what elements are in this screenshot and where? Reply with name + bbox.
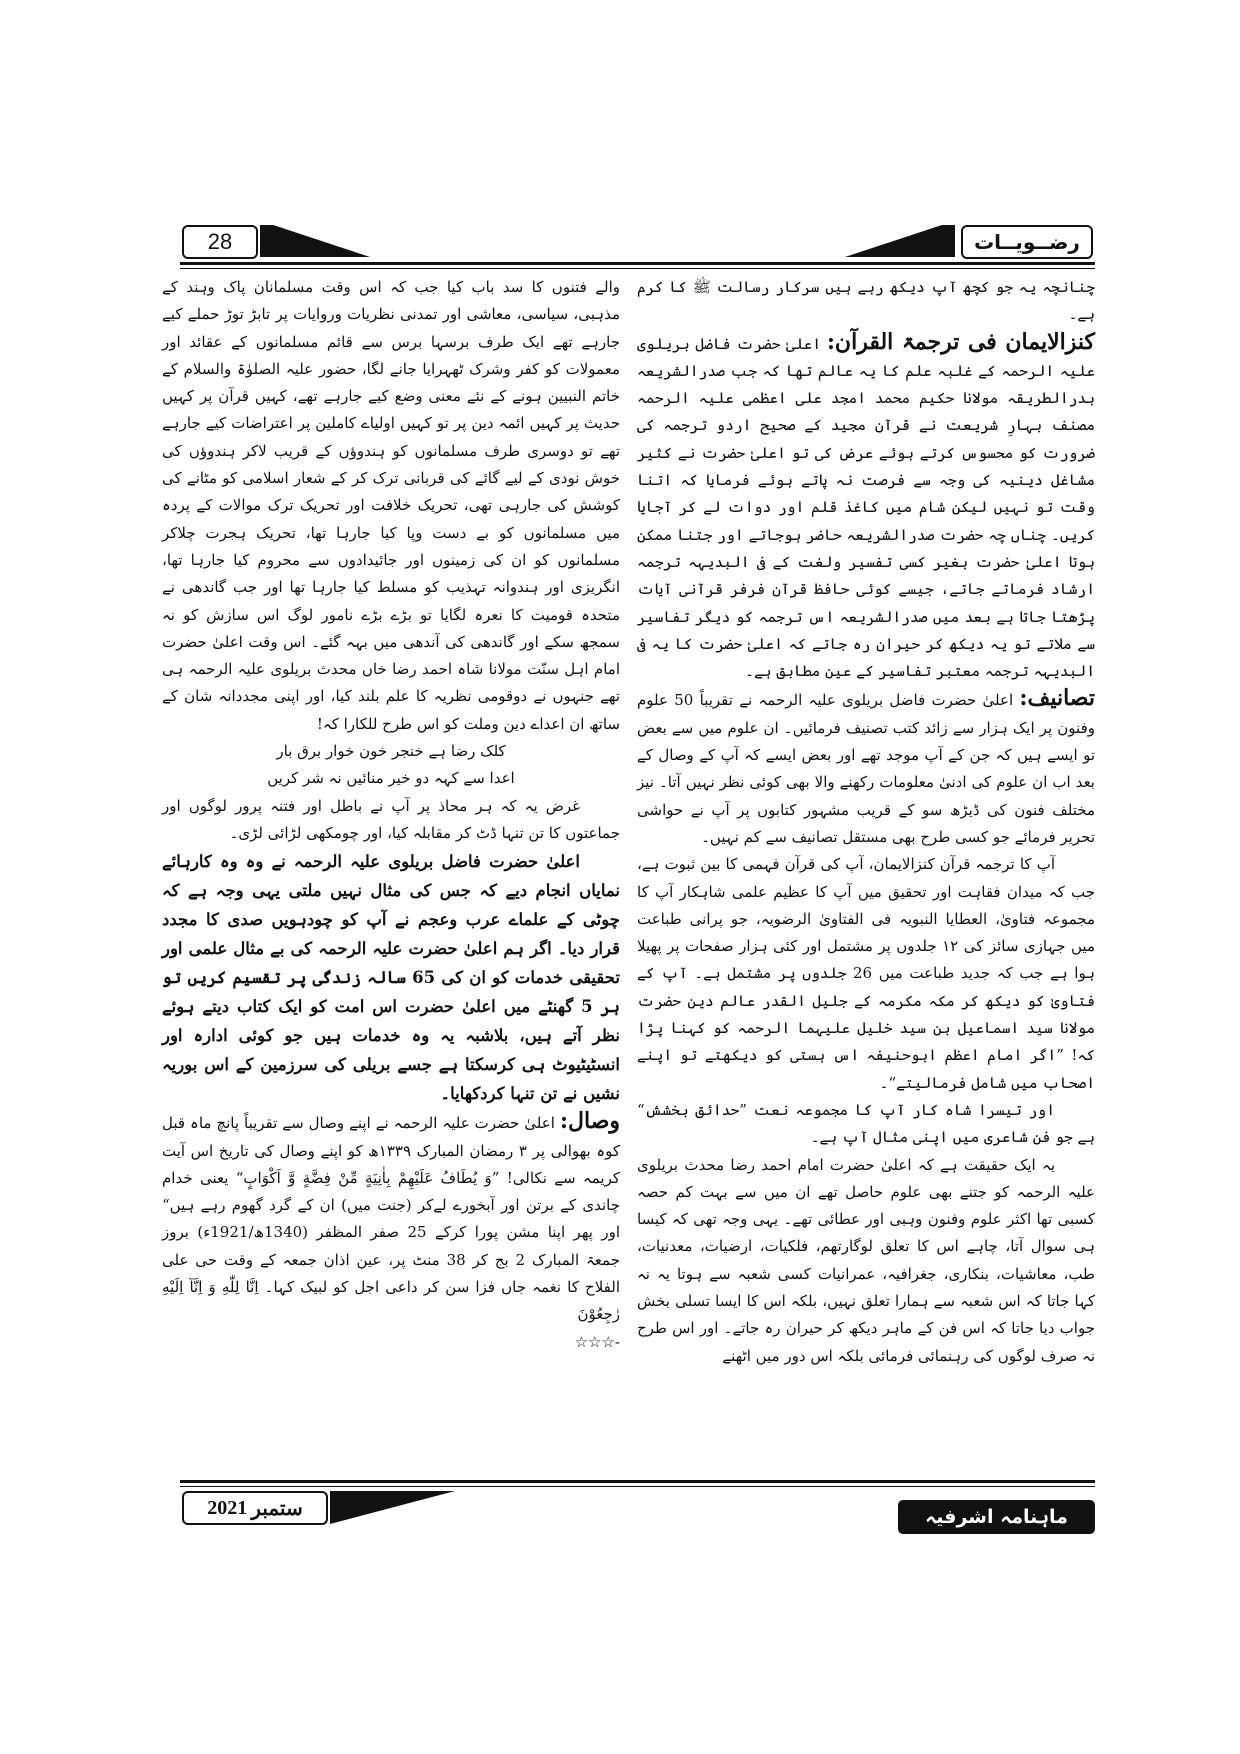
header-rule-thin: [180, 268, 1095, 269]
heading-wisal: وصال:: [559, 1108, 621, 1135]
header-wedge-decoration-left: [260, 225, 370, 257]
issue-month: ستمبر: [251, 1497, 303, 1520]
verse-line-1: کلک رضا ہے خنجر خون خوار برق بار: [276, 742, 506, 761]
paragraph-gharaz: غرض یہ کہ ہر محاذ پر آپ نے باطل اور فتنہ پرور لوگوں اور جماعتوں کا تن تنہا ڈٹ کر مقابلہ کیا، اور چومکھی لڑائی لڑی۔: [162, 796, 620, 842]
column-right: [637, 274, 1095, 1370]
page-number: 28: [182, 225, 258, 259]
header-rule-thick: [180, 262, 1095, 265]
paragraph-tasanif-body: اعلیٰ حضرت فاضل بریلوی علیہ الرحمہ نے تقریباً 50 علوم وفنون پر ایک ہزار سے زائد کتب تصنیف فرمائیں۔ ان علوم میں سے بعض تو ایسے ہیں کہ جن کے آپ موجد تھے اور بعض ایسے کہ آپ کے وصال کے بعد اب ان علوم کی ادنیٰ معلومات رکھنے والا بھی کوئی نظر نہیں آتا۔ نیز مختلف فنون کی ڈیڑھ سو کے قریب مشہور کتابوں پر آپ نے حواشی تحریر فرمائے جو کسی طرح بھی مستقل تصانیف سے کم نہیں۔: [637, 691, 1095, 846]
paragraph-hadaiq: اور تیسرا شاہ کار آپ کا مجموعہ نعت ”حدائق بخشش“ ہے جو فن شاعری میں اپنی مثال آپ ہے۔: [637, 1100, 1095, 1147]
heading-kanzul-iman: کنزالایمان فی ترجمۃ القرآن:: [826, 328, 1095, 355]
section-title: رضــویــات: [961, 225, 1093, 259]
paragraph-karnamay: اعلیٰ حضرت فاضل بریلوی علیہ الرحمہ نے وہ وہ کارہائے نمایاں انجام دیے کہ جس کی مثال نہیں ملتی یہی وجہ ہے کہ چوٹی کے علماے عرب وعجم نے آپ کو چودہویں صدی کا مجدد قرار دیا۔ اگر ہم اعلیٰ حضرت علیہ الرحمہ کی بے مثال علمی اور تحقیقی خدمات کو ان کی 65 سالہ زندگی پر تقسیم کریں تو ہر 5 گھنٹے میں اعلیٰ حضرت اس امت کو ایک کتاب دیتے ہوئے نظر آتے ہیں، بلاشبہ یہ وہ خدمات ہیں جو کوئی ادارہ اور انسٹیٹیوٹ ہی کرسکتا ہے جسے بریلی کی سرزمین کے اس بوریہ نشیں نے تن تنہا کردکھایا۔: [162, 852, 620, 1104]
paragraph-tasanif: [637, 685, 1095, 851]
page-header: [180, 225, 1095, 265]
issue-date: [182, 1491, 328, 1525]
verse-line-2: اعدا سے کہہ دو خیر منائیں نہ شر کریں: [267, 769, 515, 788]
column-left: [162, 274, 620, 1356]
magazine-brand: ماہنامہ اشرفیہ: [898, 1500, 1095, 1534]
paragraph-kanzul-iman-body: اعلیٰ حضرت فاضل بریلوی علیہ الرحمہ کے غلبہ علم کا یہ عالم تھا کہ جب صدرالشریعہ بدرالطریقہ مولانا حکیم محمد امجد علی اعظمی علیہ الرحمہ مصنف بہارِ شریعت نے قرآن مجید کے صحیح اردو ترجمہ کی ضرورت کو محسوس کرتے ہوئے عرض کی تو اعلیٰ حضرت نے کثیر مشاغل دینیہ کی وجہ سے فرصت نہ پاتے ہوئے فرمایا کہ اتنا وقت تو نہیں لیکن شام میں کاغذ قلم اور دوات لے کر آجایا کریں۔ چناں چہ حضرت صدرالشریعہ حاضر ہوجاتے اور جتنا ممکن ہوتا اعلیٰ حضرت بغیر کسی تفسیر ولغت کے فی البدیہہ ترجمہ ارشاد فرماتے جاتے، جیسے کوئی حافظ قرآن فرفر قرآنی آیات پڑھتا جاتا ہے بعد میں صدرالشریعہ اس ترجمہ کو دیگر تفاسیر سے ملاتے تو یہ دیکھ کر حیران رہ جاتے کہ اعلیٰ حضرت کا یہ فی البدیہہ ترجمہ معتبر تفاسیر کے عین مطابق ہے۔: [637, 334, 1095, 681]
footer-wedge-decoration: [330, 1491, 455, 1524]
footer-rule-thin: [180, 1486, 1095, 1487]
issue-year: 2021: [207, 1496, 248, 1519]
paragraph-fatawa: آپ کا ترجمہ قرآن کنزالایمان، آپ کی قرآن فہمی کا بین ثبوت ہے، جب کہ میدان فقاہت اور تحقیق میں آپ کا عظیم علمی شاہکار آپ کا مجموعہ فتاویٰ، العطایا النبویہ فی الفتاویٰ الرضویہ، جو پرانی طباعت میں جہازی سائز کی ۱۲ جلدوں پر مشتمل اور کئی ہزار صفحات پر پھیلا ہوا ہے جب کہ جدید طباعت میں 26 جلدوں پر مشتمل ہے۔ آپ کے فتاویٰ کو دیکھ کر مکہ مکرمہ کے جلیل القدر عالم دین حضرت مولانا سید اسماعیل بن سید خلیل علیہما الرحمہ کو کہنا پڑا کہ! ”اگر امام اعظم ابوحنیفہ اس ہستی کو دیکھتے تو اپنے اصحاب میں شامل فرمالیتے“۔: [637, 855, 1096, 1092]
paragraph-wisal-body: اعلیٰ حضرت علیہ الرحمہ نے اپنے وصال سے تقریباً پانچ ماہ قبل کوہ بھوالی پر ۳ رمضان المبارک ۱۳۳۹ھ کو اپنے وصال کی تاریخ اس آیت کریمہ سے نکالی! ”وَ یُطَافُ عَلَیْهِمْ بِاٰنِیَةٍ مِّنْ فِضَّةٍ وَّ اَكْوَابٍ“ یعنی خدام چاندی کے برتن اور آبخورے لےکر (جنت میں) ان کے گرد گھوم رہے ہیں“ اور پھر اپنا مشن پورا کرکے 25 صفر المظفر (1340ھ/1921ء) بروز جمعۃ المبارک 2 بج کر 38 منٹ پر، عین اذان جمعہ کے وقت حی علی الفلاح کا نغمہ جاں فزا سن کر داعی اجل کو لبیک کہا۔ اِنَّا لِلّٰهِ وَ اِنَّآ اِلَیْهِ رٰجِعُوْنَ: [162, 1114, 621, 1324]
paragraph-fitan: والے فتنوں کا سد باب کیا جب کہ اس وقت مسلمانان پاک وہند کے مذہبی، سیاسی، معاشی اور تمدنی نظریات وروایات پر تابڑ توڑ حملے کیے جارہے تھے ایک طرف برسہا برس سے قائم مسلمانوں کے عقائد اور معمولات کو کفر وشرک ٹھہرایا جانے لگا، حضور علیہ الصلوٰۃ والسلام کے خاتم النبیین ہونے کے نئے معنی وضع کیے جارہے تھے، کہیں قرآن پر کہیں حدیث پر کہیں ائمہ دین پر تو کہیں اولیاے کاملین پر اعتراضات کیے جارہے تھے تو دوسری طرف مسلمانوں کو ہندوؤں کے قریب لاکر ہندوؤں کی خوش نودی کے لیے گائے کی قربانی ترک کر کے شعار اسلامی کو مٹانے کی کوشش کی جارہی تھی، تحریک خلافت اور تحریک ترک موالات کے پردہ میں مسلمانوں کو بے دست وپا کیا جارہا تھا، تحریک ہجرت چلاکر مسلمانوں کو ان کی زمینوں اور جائیدادوں سے محروم کیا جارہا تھا، انگریزی اور ہندوانہ تہذیب کو مسلط کیا جارہا تھا اور جب گاندھی نے متحدہ قومیت کا نعرہ لگایا تو بڑے بڑے نامور لوگ اس سازش کو نہ سمجھ سکے اور گاندھی کی آندھی میں بہہ گئے۔ اس وقت اعلیٰ حضرت امام اہل سنّت مولانا شاہ احمد رضا خاں محدث بریلوی علیہ الرحمہ ہی تھے جنہوں نے دوقومی نظریہ کا علم بلند کیا، اور اپنی مجددانہ شان کے ساتھ ان اعداے دین وملت کو اس طرح للکارا کہ!: [162, 278, 620, 733]
paragraph-kanzul-iman: [637, 329, 1095, 686]
paragraph-intro: چنانچہ یہ جو کچھ آپ دیکھ رہے ہیں سرکار رسالت ﷺ کا کرم ہے۔: [637, 278, 1095, 324]
paragraph-wisal: [162, 1108, 620, 1328]
end-mark-stars: -☆☆☆: [574, 1332, 620, 1351]
footer-rule-thick: [180, 1480, 1095, 1483]
header-wedge-decoration-right: [845, 225, 955, 257]
heading-tasanif: تصانیف:: [1019, 685, 1095, 712]
paragraph-ulum: یہ ایک حقیقت ہے کہ اعلیٰ حضرت امام احمد رضا محدث بریلوی علیہ الرحمہ کو جتنے بھی علوم حاصل تھے ان میں سے بہت کم حصہ کسبی تھا اکثر علوم وفنون وہبی اور عطائی تھے۔ یہی وجہ تھی کہ کیسا ہی سوال آتا، چاہے اس کا تعلق لوگارتھم، فلکیات، ارضیات، معدنیات، طب، معاشیات، بنکاری، جغرافیہ، عمرانیات کسی شعبہ سے ہوتا یہ نہ کہا جاتا کہ اس شعبہ سے ہمارا تعلق نہیں، بلکہ اس کا ایسا تسلی بخش جواب دیا جاتا کہ اس فن کے ماہر دیکھ کر حیران رہ جاتے۔ اور اس طرح نہ صرف لوگوں کی رہنمائی فرمائی بلکہ اس دور میں اٹھنے: [637, 1155, 1095, 1365]
